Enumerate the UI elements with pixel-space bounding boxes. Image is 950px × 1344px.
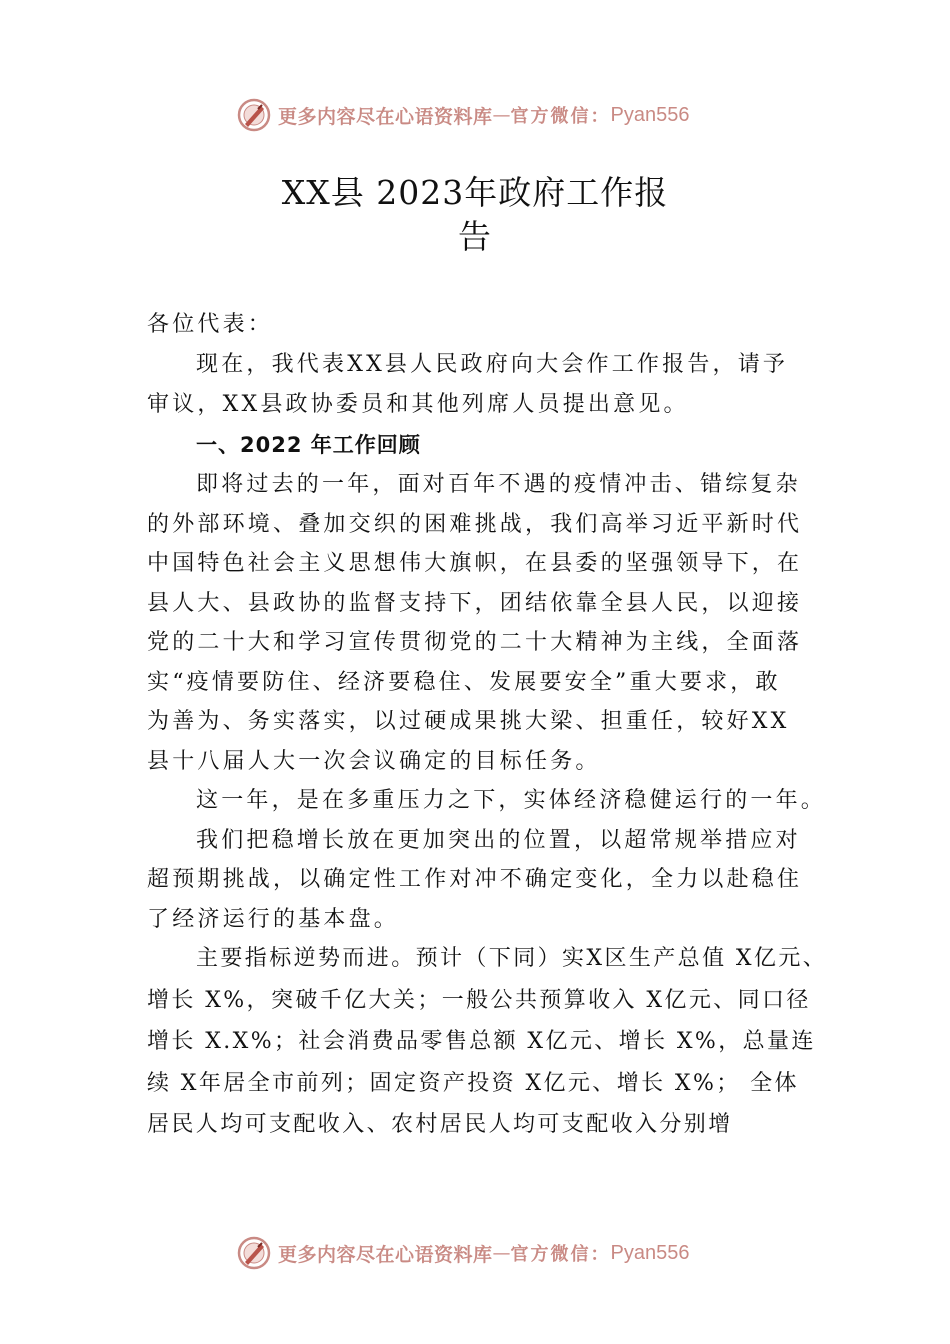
quill-emblem-icon	[236, 1235, 272, 1271]
paragraph-line: 现在，我代表XX县人民政府向大会作工作报告，请予	[196, 352, 789, 377]
banner-main-text: 更多内容尽在心语资料库	[278, 1243, 493, 1266]
paragraph-line: 县人大、县政协的监督支持下，团结依靠全县人民，以迎接	[147, 591, 803, 616]
banner-wechat-label: 官方微信：	[510, 106, 611, 127]
paragraph-line: 增长 X%，突破千亿大关；一般公共预算收入 X亿元、同口径	[147, 988, 811, 1013]
paragraph-line: 实“疫情要防住、经济要稳住、发展要安全”重大要求，敢	[147, 670, 781, 695]
paragraph-line: 为善为、务实落实，以过硬成果挑大梁、担重任，较好XX	[147, 709, 790, 734]
banner-wechat-id: Pyan556	[610, 103, 690, 126]
watermark-banner-bottom	[236, 1233, 689, 1273]
quill-emblem-icon	[236, 97, 272, 133]
paragraph-line: 中国特色社会主义思想伟大旗帜，在县委的坚强领导下，在	[147, 551, 803, 576]
banner-separator: —	[492, 104, 511, 126]
paragraph-line: 超预期挑战，以确定性工作对冲不确定变化，全力以赴稳住	[147, 867, 803, 892]
watermark-banner-top	[236, 95, 689, 135]
banner-main-text: 更多内容尽在心语资料库	[278, 105, 493, 128]
paragraph-line: 了经济运行的基本盘。	[147, 907, 400, 932]
paragraph-line: 增长 X.X%；社会消费品零售总额 X亿元、增长 X%，总量连	[147, 1029, 816, 1054]
banner-wechat-label: 官方微信：	[510, 1244, 611, 1265]
paragraph-line: 县十八届人大一次会议确定的目标任务。	[147, 749, 601, 774]
salutation: 各位代表：	[147, 312, 274, 337]
document-title-line1: XX县 2023年政府工作报	[281, 173, 669, 212]
paragraph-line: 党的二十大和学习宣传贯彻党的二十大精神为主线，全面落	[147, 630, 803, 655]
banner-separator: —	[492, 1242, 511, 1264]
paragraph-line: 的外部环境、叠加交织的困难挑战，我们高举习近平新时代	[147, 512, 803, 537]
paragraph-line: 审议，XX县政协委员和其他列席人员提出意见。	[147, 392, 689, 417]
banner-wechat-id: Pyan556	[610, 1241, 690, 1264]
paragraph-line: 续 X年居全市前列；固定资产投资 X亿元、增长 X%； 全体	[147, 1071, 799, 1096]
section-heading: 一、2022 年工作回顾	[196, 433, 421, 457]
paragraph-line: 即将过去的一年，面对百年不遇的疫情冲击、错综复杂	[196, 472, 801, 497]
paragraph-line: 居民人均可支配收入、农村居民人均可支配收入分别增	[147, 1112, 733, 1137]
paragraph-line: 我们把稳增长放在更加突出的位置，以超常规举措应对	[196, 828, 801, 853]
paragraph-line: 这一年，是在多重压力之下，实体经济稳健运行的一年。	[196, 788, 827, 813]
document-title-line2: 告	[458, 217, 492, 256]
paragraph-line: 主要指标逆势而进。预计（下同）实X区生产总值 X亿元、	[196, 946, 828, 971]
